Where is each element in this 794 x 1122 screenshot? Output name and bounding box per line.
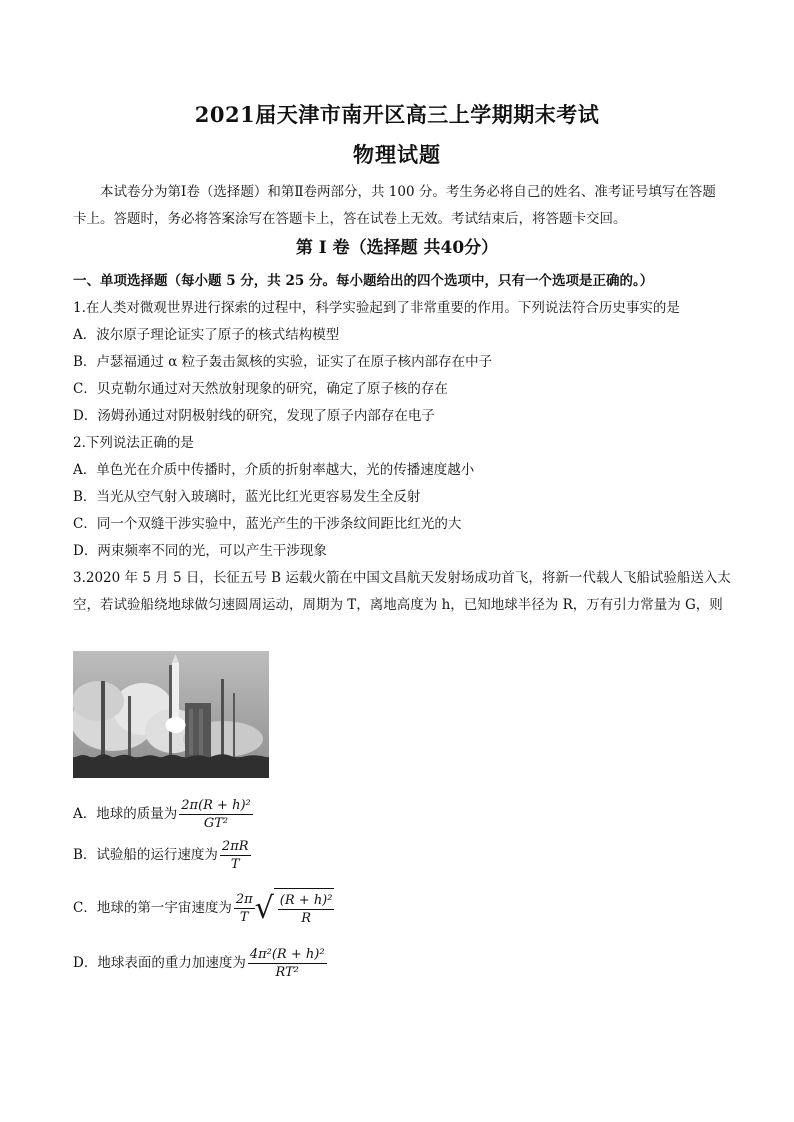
- q3-option-b-numerator: 2πR: [221, 839, 249, 854]
- rocket-launch-image: [73, 651, 269, 778]
- q3-option-c-radicand-numerator: (R + h)²: [279, 893, 333, 908]
- q3-option-c-radicand-denominator: R: [301, 911, 312, 926]
- exam-subtitle: 物理试题: [353, 142, 441, 167]
- q3-stem: 3.2020 年 5 月 5 日，长征五号 B 运载火箭在中国文昌航天发射场成功首飞，将新一代载人飞船试验船送入太空，若试验船绕地球做匀速圆周运动，周期为 T，离地高度为 h，已知地球半径为 R，万有引力常量为 G，则: [73, 570, 731, 613]
- q1-option-c: C．贝克勒尔通过对天然放射现象的研究，确定了原子核的存在: [73, 381, 448, 397]
- q3-option-d: [73, 945, 733, 981]
- q3-option-b-text: B．试验船的运行速度为: [73, 847, 218, 863]
- q3-option-d-fraction: [248, 946, 327, 981]
- q3-option-c-radicand: [274, 888, 335, 929]
- q3-option-a-denominator: GT²: [203, 816, 229, 831]
- intro-paragraph: 本试卷分为第Ⅰ卷（选择题）和第Ⅱ卷两部分，共 100 分。考生务必将自己的姓名、准考证号填写在答题卡上。答题时，务必将答案涂写在答题卡上，答在试卷上无效。考试结束后，将答题卡交回。: [73, 184, 716, 227]
- q3-option-c-numerator: 2π: [235, 892, 253, 907]
- q3-option-a-fraction: [179, 797, 253, 832]
- q3-option-d-text: D．地球表面的重力加速度为: [73, 955, 246, 971]
- q2-option-c: C．同一个双缝干涉实验中，蓝光产生的干涉条纹间距比红光的大: [73, 516, 462, 532]
- q3-option-b-denominator: T: [230, 857, 240, 872]
- q3-option-d-denominator: RT²: [275, 965, 299, 980]
- volume-heading: 第 Ⅰ 卷（选择题 共40分）: [295, 238, 499, 258]
- q2-option-d: D．两束频率不同的光，可以产生干涉现象: [73, 543, 327, 559]
- q3-option-c-denominator: T: [239, 910, 249, 925]
- q3-option-a-text: A．地球的质量为: [73, 806, 178, 822]
- exam-title: 2021届天津市南开区高三上学期期末考试: [194, 102, 600, 127]
- q3-option-a: [73, 797, 733, 832]
- q3-option-d-numerator: 4π²(R + h)²: [249, 947, 325, 962]
- sqrt-icon: √: [254, 890, 274, 926]
- q1-stem: 1.在人类对微观世界进行探索的过程中，科学实验起到了非常重要的作用。下列说法符合历史事实的是: [73, 300, 680, 316]
- q2-option-b: B．当光从空气射入玻璃时，蓝光比红光更容易发生全反射: [73, 489, 421, 505]
- q3-option-c-sqrt: [255, 888, 335, 929]
- q3-option-c-fraction: [234, 891, 255, 926]
- q2-option-a: A．单色光在介质中传播时，介质的折射率越大，光的传播速度越小: [73, 462, 475, 478]
- q3-option-b: [73, 838, 733, 873]
- q3-option-c-text: C．地球的第一宇宙速度为: [73, 900, 232, 916]
- q1-option-d: D．汤姆孙通过对阴极射线的研究，发现了原子内部存在电子: [73, 408, 435, 424]
- q2-stem: 2.下列说法正确的是: [73, 435, 194, 451]
- q3-option-b-fraction: [220, 838, 251, 873]
- q1-option-b: B．卢瑟福通过 α 粒子轰击氮核的实验，证实了在原子核内部存在中子: [73, 354, 493, 370]
- section-heading: 一、单项选择题（每小题 5 分，共 25 分。每小题给出的四个选项中，只有一个选项是正确的。）: [73, 273, 654, 289]
- rocket-launch-photo: [73, 651, 269, 778]
- q1-option-a: A．波尔原子理论证实了原子的核式结构模型: [73, 327, 340, 343]
- q3-option-c-radicand-fraction: [278, 892, 335, 927]
- q3-option-c: [73, 888, 733, 929]
- q3-option-a-numerator: 2π(R + h)²: [181, 798, 251, 813]
